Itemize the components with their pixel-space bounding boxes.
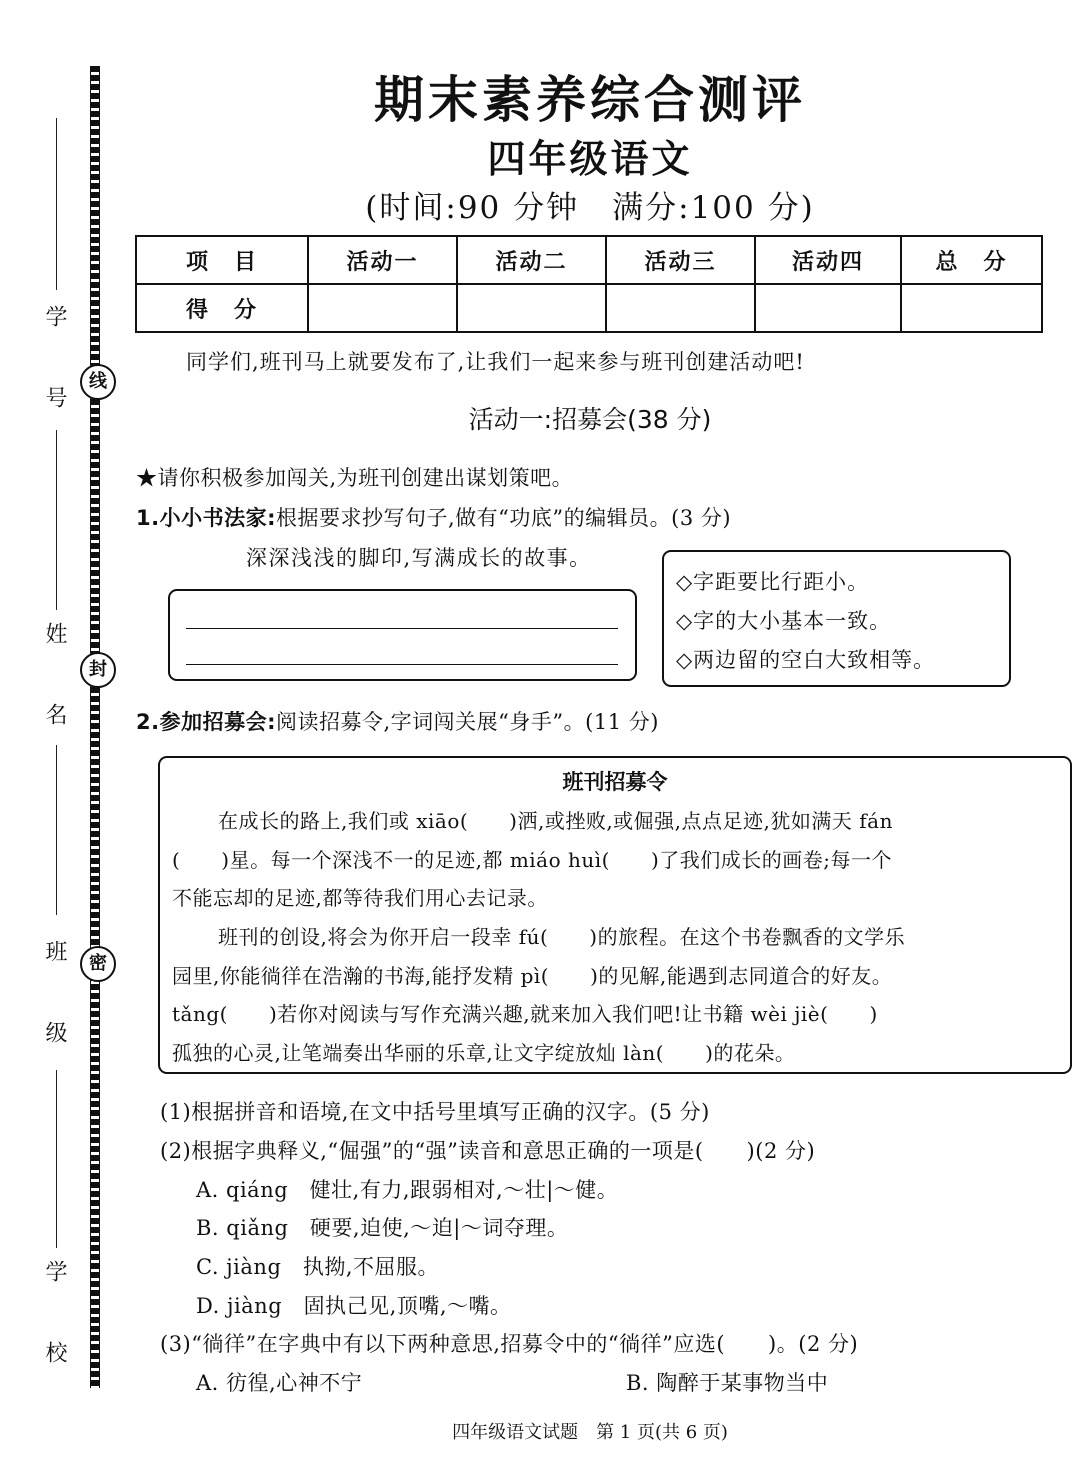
notice-line-2: ( )星。每一个深浅不一的足迹,都 miáo huì( )了我们成长的画卷;每一个 bbox=[172, 848, 893, 872]
sub-question-3-option-a[interactable]: A. 彷徨,心神不宁 bbox=[196, 1371, 363, 1395]
question-1-text: 根据要求抄写句子,做有“功底”的编辑员。(3 分) bbox=[276, 506, 732, 530]
score-cell-activity1[interactable] bbox=[308, 284, 457, 332]
question-2 bbox=[136, 706, 659, 736]
intro-text: 同学们,班刊马上就要发布了,让我们一起来参与班刊创建活动吧! bbox=[186, 350, 805, 374]
writing-line-2 bbox=[186, 664, 618, 665]
student-id-label: 学 号 bbox=[42, 305, 67, 434]
sub-question-2-option-a[interactable]: A. qiáng 健壮,有力,跟弱相对,～壮|～健。 bbox=[196, 1178, 619, 1202]
notice-line-1: 在成长的路上,我们或 xiāo( )洒,或挫败,或倔强,点点足迹,犹如满天 fán bbox=[218, 809, 893, 833]
page-title: 期末素养综合测评 bbox=[374, 70, 806, 129]
name-line bbox=[56, 430, 57, 610]
recruitment-notice-title: 班刊招募令 bbox=[562, 770, 668, 794]
sub-question-2-option-b[interactable]: B. qiǎng 硬要,迫使,～迫|～词夺理。 bbox=[196, 1216, 569, 1240]
score-cell-activity4[interactable] bbox=[755, 284, 901, 332]
seal-line: 线 bbox=[80, 364, 116, 400]
name-label: 姓 名 bbox=[42, 622, 67, 751]
score-header-activity3: 活动三 bbox=[606, 236, 755, 284]
question-1-sentence: 深深浅浅的脚印,写满成长的故事。 bbox=[246, 546, 592, 570]
sub-question-1: (1)根据拼音和语境,在文中括号里填写正确的汉字。(5 分) bbox=[160, 1100, 710, 1124]
score-header-activity4: 活动四 bbox=[755, 236, 901, 284]
school-label: 学 校 bbox=[42, 1260, 67, 1389]
score-cell-total[interactable] bbox=[901, 284, 1042, 332]
question-2-lead: 2.参加招募会: bbox=[136, 710, 276, 734]
sub-question-2: (2)根据字典释义,“倔强”的“强”读音和意思正确的一项是( )(2 分) bbox=[160, 1139, 816, 1163]
score-row-label: 得 分 bbox=[136, 284, 308, 332]
notice-line-3: 不能忘却的足迹,都等待我们用心去记录。 bbox=[172, 886, 548, 910]
notice-line-4: 班刊的创设,将会为你开启一段幸 fú( )的旅程。在这个书卷飘香的文学乐 bbox=[218, 925, 906, 949]
score-header-activity2: 活动二 bbox=[457, 236, 606, 284]
activity1-instruction: ★请你积极参加闯关,为班刊创建出谋划策吧。 bbox=[136, 466, 574, 490]
question-1-lead: 1.小小书法家: bbox=[136, 506, 276, 530]
score-cell-activity2[interactable] bbox=[457, 284, 606, 332]
score-cell-activity3[interactable] bbox=[606, 284, 755, 332]
seal-seal: 封 bbox=[80, 652, 116, 688]
tip-3: ◇两边留的空白大致相等。 bbox=[676, 648, 936, 672]
score-table-header-row bbox=[136, 236, 1042, 284]
notice-line-7: 孤独的心灵,让笔端奏出华丽的乐章,让文字绽放灿 làn( )的花朵。 bbox=[172, 1041, 796, 1065]
score-header-item: 项 目 bbox=[136, 236, 308, 284]
score-table-score-row bbox=[136, 284, 1042, 332]
tip-1: ◇字距要比行距小。 bbox=[676, 570, 870, 594]
notice-line-5: 园里,你能徜徉在浩瀚的书海,能抒发精 pì( )的见解,能遇到志同道合的好友。 bbox=[172, 964, 893, 988]
sub-question-2-option-c[interactable]: C. jiàng 执拗,不屈服。 bbox=[196, 1255, 440, 1279]
class-label: 班 级 bbox=[42, 940, 67, 1069]
tip-2: ◇字的大小基本一致。 bbox=[676, 609, 892, 633]
page-subtitle: 四年级语文 bbox=[487, 136, 693, 181]
writing-line-1 bbox=[186, 628, 618, 629]
notice-line-6: tǎng( )若你对阅读与写作充满兴趣,就来加入我们吧!让书籍 wèi jiè( ) bbox=[172, 1002, 878, 1026]
page-footer: 四年级语文试题 第 1 页(共 6 页) bbox=[452, 1422, 728, 1443]
activity1-title: 活动一:招募会(38 分) bbox=[468, 405, 712, 434]
question-2-text: 阅读招募令,字词闯关展“身手”。(11 分) bbox=[276, 710, 659, 734]
score-header-total: 总 分 bbox=[901, 236, 1042, 284]
class-line bbox=[56, 745, 57, 915]
writing-box[interactable] bbox=[168, 589, 637, 681]
school-line bbox=[56, 1070, 57, 1248]
time-info: (时间:90 分钟 满分:100 分) bbox=[365, 190, 815, 226]
seal-secret: 密 bbox=[80, 946, 116, 982]
score-table bbox=[135, 235, 1043, 333]
binding-perforation bbox=[90, 66, 100, 1388]
score-header-activity1: 活动一 bbox=[308, 236, 457, 284]
sub-question-3-option-b[interactable]: B. 陶醉于某事物当中 bbox=[626, 1371, 829, 1395]
sub-question-3: (3)“徜徉”在字典中有以下两种意思,招募令中的“徜徉”应选( )。(2 分) bbox=[160, 1332, 859, 1356]
sub-question-2-option-d[interactable]: D. jiàng 固执己见,顶嘴,～嘴。 bbox=[196, 1294, 512, 1318]
question-1 bbox=[136, 502, 731, 532]
